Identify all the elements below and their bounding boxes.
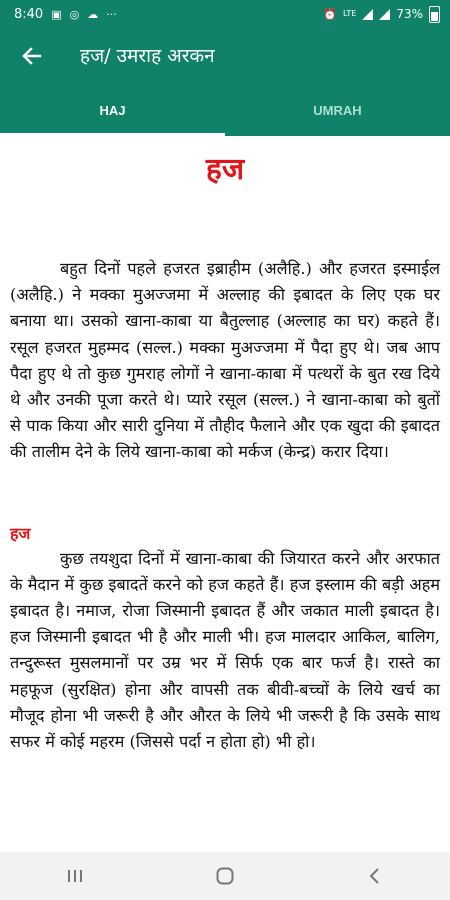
signal-icon-2 bbox=[379, 9, 390, 20]
instagram-icon: ◎ bbox=[69, 7, 80, 21]
gallery-icon: ▣ bbox=[51, 7, 62, 21]
tab-bar bbox=[0, 84, 450, 136]
article-paragraph-2: कुछ तयशुदा दिनों में खाना-काबा की जियारत करने और अरफात के मैदान में कुछ इबादतें करने को हज कहते हैं। हज इस्लाम की बड़ी अहम इबादत है। नमाज, रोजा जिस्मानी इबादत हैं और जकात माली इबादत है। हज जिस्मानी इबादत भी है और माली भी। हज मालदार आकिल, बालिग, तन्दुरूस्त मुसलमानों पर उम्र भर में सिर्फ एक बार फर्ज है। रास्ते का महफूज (सुरक्षित) होना और वापसी तक बीवी-बच्चों के लिये खर्च का मौजूद होना भी जरूरी है और औरत के लिये भी जरूरी है कि उसके साथ सफर में कोई महरम (जिससे पर्दा न होता हो) भी हो। bbox=[10, 548, 440, 752]
battery-percent: 73% bbox=[396, 7, 423, 21]
tab-haj[interactable]: HAJ bbox=[0, 84, 225, 136]
back-arrow-icon bbox=[22, 46, 42, 66]
article-paragraph-1: बहुत दिनों पहले हजरत इब्राहीम (अलैहि.) और हजरत इस्माईल (अलैहि.) ने मक्का मुअज्जमा में अल्लाह की इबादत के लिए एक घर बनाया था। उसको खाना-काबा या बैतुल्लाह (अल्लाह का घर) कहते हैं। रसूल हजरत मुहम्मद (सल्ल.) मक्का मुअज्जमा में पैदा हुए थे। जब आप पैदा हुए थे तो कुछ गुमराह लोगों ने खाना-काबा में पत्थरों के बुत रख दिये थे और उनकी पूजा करते थे। प्यारे रसूल (सल्ल.) ने खाना-काबा को बुतों से पाक किया और सारी दुनिया में तौहीद फैलाने और एक खुदा की इबादत की तालीम देने के लिये खाना-काबा को मर्कज (केन्द्र) करार दिया। bbox=[10, 259, 440, 462]
status-bar bbox=[0, 0, 450, 28]
network-type-label: LTE bbox=[343, 9, 357, 18]
article-heading: हज bbox=[205, 152, 245, 187]
battery-icon bbox=[429, 6, 440, 23]
back-button[interactable] bbox=[14, 38, 50, 74]
status-right bbox=[323, 0, 440, 28]
recent-apps-button[interactable] bbox=[45, 856, 105, 896]
system-navigation-bar bbox=[0, 852, 450, 900]
signal-icon bbox=[362, 9, 373, 20]
recent-apps-icon bbox=[65, 868, 85, 884]
nav-back-button[interactable] bbox=[345, 856, 405, 896]
page-title: हज/ उमराह अरकन bbox=[80, 45, 215, 67]
tab-umrah[interactable]: UMRAH bbox=[313, 102, 362, 118]
status-time: 8:40 bbox=[14, 6, 44, 22]
app-bar bbox=[0, 28, 450, 84]
status-left bbox=[14, 0, 117, 28]
section-sub-heading: हज bbox=[10, 523, 31, 543]
alarm-icon: ⏰ bbox=[323, 7, 338, 21]
nav-back-icon bbox=[367, 867, 383, 885]
cloud-icon: ☁ bbox=[87, 7, 99, 21]
more-notifications-icon: ··· bbox=[106, 7, 117, 21]
article-content[interactable] bbox=[0, 136, 450, 852]
home-button[interactable] bbox=[195, 856, 255, 896]
home-icon bbox=[215, 866, 235, 886]
